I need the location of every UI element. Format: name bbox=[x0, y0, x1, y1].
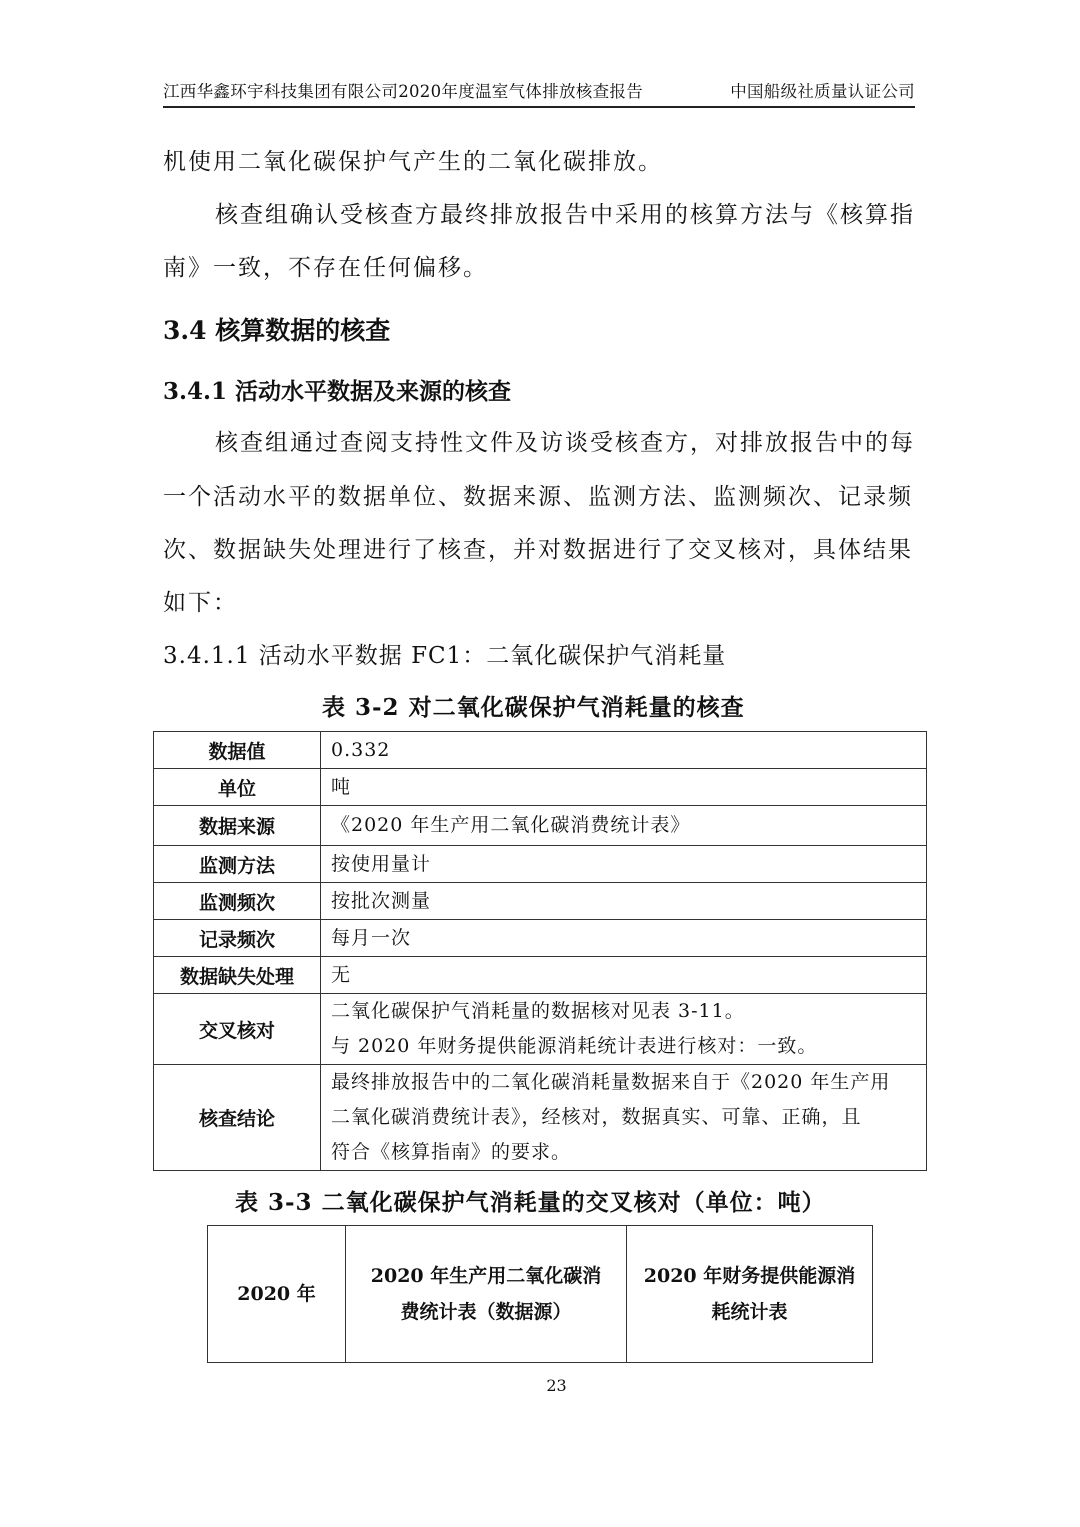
header-cell-data-source: 2020 年生产用二氧化碳消 费统计表（数据源） bbox=[346, 1226, 627, 1363]
table-row bbox=[154, 1065, 927, 1171]
section-heading-3-4-1: 3.4.1 活动水平数据及来源的核查 bbox=[163, 378, 512, 405]
table-3-3-caption: 表 3-3 二氧化碳保护气消耗量的交叉核对（单位：吨） bbox=[235, 1189, 826, 1216]
row-value-line: 二氧化碳消费统计表》，经核对，数据真实、可靠、正确，且 bbox=[331, 1106, 862, 1128]
row-label: 记录频次 bbox=[154, 920, 321, 957]
table-row bbox=[154, 994, 927, 1065]
cross-check-table bbox=[207, 1225, 873, 1363]
body-text-line: 南》一致，不存在任何偏移。 bbox=[163, 255, 488, 281]
running-header bbox=[163, 78, 915, 108]
verification-table bbox=[153, 731, 927, 1171]
table-row bbox=[154, 883, 927, 920]
body-text-line: 次、数据缺失处理进行了核查，并对数据进行了交叉核对，具体结果 bbox=[163, 537, 913, 563]
header-cell-year: 2020 年 bbox=[208, 1226, 346, 1363]
row-value: 按批次测量 bbox=[321, 883, 927, 920]
row-value: 无 bbox=[321, 957, 927, 994]
row-label: 监测方法 bbox=[154, 846, 321, 883]
table-3-2-caption: 表 3-2 对二氧化碳保护气消耗量的核查 bbox=[322, 694, 745, 721]
row-value: 0.332 bbox=[321, 732, 927, 769]
table-header-row bbox=[208, 1226, 873, 1363]
body-text-line: 如下： bbox=[163, 590, 238, 616]
body-text-line: 机使用二氧化碳保护气产生的二氧化碳排放。 bbox=[163, 149, 663, 175]
row-value: 吨 bbox=[321, 769, 927, 806]
row-value-line: 符合《核算指南》的要求。 bbox=[331, 1141, 572, 1163]
row-value-line: 二氧化碳保护气消耗量的数据核对见表 3-11。 bbox=[331, 1000, 745, 1022]
body-text-line: 一个活动水平的数据单位、数据来源、监测方法、监测频次、记录频 bbox=[163, 484, 913, 510]
row-label: 数据值 bbox=[154, 732, 321, 769]
table-row bbox=[154, 920, 927, 957]
table-row bbox=[154, 732, 927, 769]
row-value: 按使用量计 bbox=[321, 846, 927, 883]
row-value: 《2020 年生产用二氧化碳消费统计表》 bbox=[321, 806, 927, 846]
table-row bbox=[154, 957, 927, 994]
row-label: 核查结论 bbox=[154, 1065, 321, 1171]
row-value-multiline bbox=[321, 994, 927, 1065]
page-number: 23 bbox=[546, 1376, 567, 1395]
row-value-line: 与 2020 年财务提供能源消耗统计表进行核对：一致。 bbox=[331, 1035, 818, 1057]
body-text-line: 核查组通过查阅支持性文件及访谈受核查方，对排放报告中的每 bbox=[215, 430, 915, 456]
row-value-line: 最终排放报告中的二氧化碳消耗量数据来自于《2020 年生产用 bbox=[331, 1071, 891, 1093]
row-label: 数据来源 bbox=[154, 806, 321, 846]
row-label: 监测频次 bbox=[154, 883, 321, 920]
header-organization: 中国船级社质量认证公司 bbox=[730, 82, 915, 101]
row-label: 数据缺失处理 bbox=[154, 957, 321, 994]
subsection-heading: 3.4.1.1 活动水平数据 FC1：二氧化碳保护气消耗量 bbox=[163, 643, 727, 669]
body-text-line: 核查组确认受核查方最终排放报告中采用的核算方法与《核算指 bbox=[215, 202, 915, 228]
header-report-title: 江西华鑫环宇科技集团有限公司2020年度温室气体排放核查报告 bbox=[163, 82, 643, 101]
section-heading-3-4: 3.4 核算数据的核查 bbox=[163, 316, 391, 345]
row-label: 单位 bbox=[154, 769, 321, 806]
table-row bbox=[154, 769, 927, 806]
row-label: 交叉核对 bbox=[154, 994, 321, 1065]
table-row bbox=[154, 846, 927, 883]
row-value-multiline bbox=[321, 1065, 927, 1171]
row-value: 每月一次 bbox=[321, 920, 927, 957]
header-cell-finance-stats: 2020 年财务提供能源消 耗统计表 bbox=[627, 1226, 873, 1363]
table-row bbox=[154, 806, 927, 846]
